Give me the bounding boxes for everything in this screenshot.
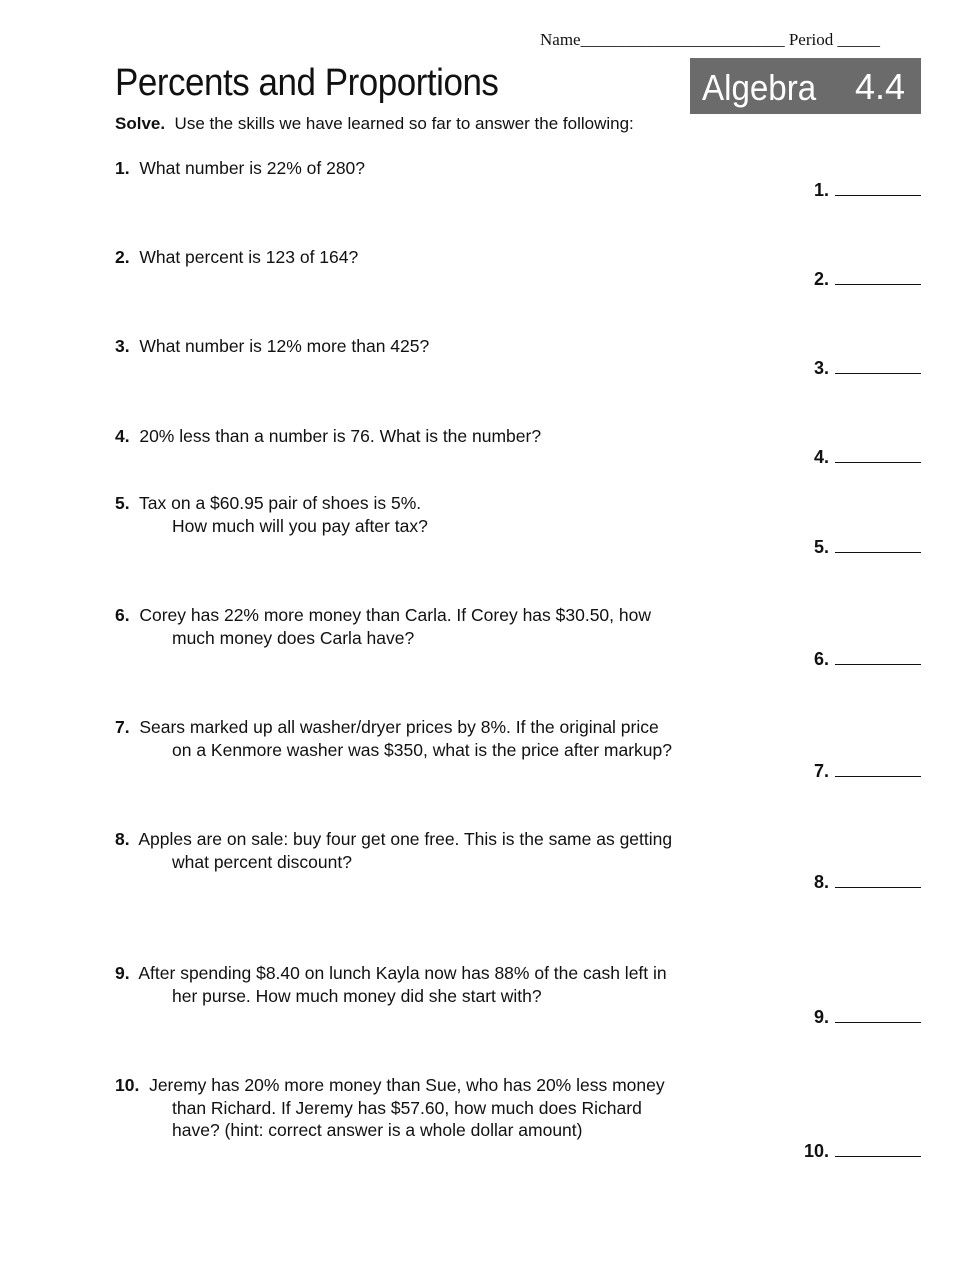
instructions-text: Use the skills we have learned so far to answer the following:	[174, 114, 634, 133]
answer-blank-5[interactable]	[814, 537, 921, 558]
answer-blank-10[interactable]	[804, 1141, 921, 1162]
subject-badge	[690, 58, 921, 114]
answer-label: 7.	[813, 761, 829, 781]
question-text: Jeremy has 20% more money than Sue, who has 20% less money	[149, 1075, 665, 1095]
answer-label: 6.	[813, 649, 829, 669]
answer-blank-6[interactable]	[814, 649, 921, 670]
question-number: 8.	[115, 829, 130, 849]
question-number: 5.	[115, 493, 130, 513]
answer-label: 9.	[813, 1007, 829, 1027]
question-text-continued: much money does Carla have?	[172, 627, 415, 648]
answer-label: 3.	[813, 358, 829, 378]
question-text: After spending $8.40 on lunch Kayla now has 88% of the cash left in	[138, 963, 667, 983]
worksheet-title: Percents and Proportions	[115, 62, 499, 104]
question-text: What percent is 123 of 164?	[139, 247, 359, 267]
question-number: 7.	[115, 717, 130, 737]
question-text-continued: on a Kenmore washer was $350, what is the price after markup?	[172, 739, 672, 760]
answer-blank-9[interactable]	[814, 1007, 921, 1028]
answer-label: 2.	[813, 269, 829, 289]
question-number: 9.	[115, 963, 130, 983]
question-2	[115, 246, 358, 269]
question-text-continued: How much will you pay after tax?	[172, 515, 428, 536]
question-7	[115, 716, 672, 761]
question-text-continued: than Richard. If Jeremy has $57.60, how much does Richard	[172, 1097, 642, 1118]
question-text-continued: have? (hint: correct answer is a whole dollar amount)	[172, 1120, 583, 1140]
question-text-continued: what percent discount?	[172, 851, 352, 872]
question-text: Corey has 22% more money than Carla. If Corey has $30.50, how	[139, 605, 651, 625]
question-8	[115, 828, 672, 873]
question-text: 20% less than a number is 76. What is the number?	[139, 426, 542, 446]
answer-blank-3[interactable]	[814, 358, 921, 379]
question-number: 1.	[115, 158, 130, 178]
answer-blank-7[interactable]	[814, 761, 921, 782]
question-number: 6.	[115, 605, 130, 625]
instructions-label: Solve.	[115, 114, 166, 133]
instructions	[115, 114, 634, 134]
question-5	[115, 492, 428, 537]
question-number: 10.	[115, 1075, 140, 1095]
badge-subject: Algebra	[702, 67, 817, 108]
question-9	[115, 962, 667, 1007]
question-text: Sears marked up all washer/dryer prices by 8%. If the original price	[139, 717, 659, 737]
question-6	[115, 604, 651, 649]
answer-label: 10.	[803, 1141, 829, 1161]
question-number: 4.	[115, 426, 130, 446]
answer-blank-1[interactable]	[814, 180, 921, 201]
question-3	[115, 335, 429, 358]
badge-lesson-number: 4.4	[854, 66, 905, 107]
name-period-line: Name________________________ Period _____	[540, 30, 880, 49]
question-text: Apples are on sale: buy four get one free. This is the same as getting	[138, 829, 673, 849]
answer-blank-4[interactable]	[814, 447, 921, 468]
question-1	[115, 157, 365, 180]
question-text-continued: her purse. How much money did she start with?	[172, 985, 542, 1006]
question-text: Tax on a $60.95 pair of shoes is 5%.	[139, 493, 422, 513]
answer-label: 1.	[813, 180, 829, 200]
answer-label: 5.	[813, 537, 829, 557]
question-number: 2.	[115, 247, 130, 267]
answer-label: 4.	[813, 447, 829, 467]
question-4	[115, 425, 541, 448]
question-text: What number is 12% more than 425?	[139, 336, 430, 356]
answer-blank-2[interactable]	[814, 269, 921, 290]
question-number: 3.	[115, 336, 130, 356]
question-text: What number is 22% of 280?	[139, 158, 366, 178]
answer-blank-8[interactable]	[814, 872, 921, 893]
question-10	[115, 1074, 665, 1142]
answer-label: 8.	[813, 872, 829, 892]
